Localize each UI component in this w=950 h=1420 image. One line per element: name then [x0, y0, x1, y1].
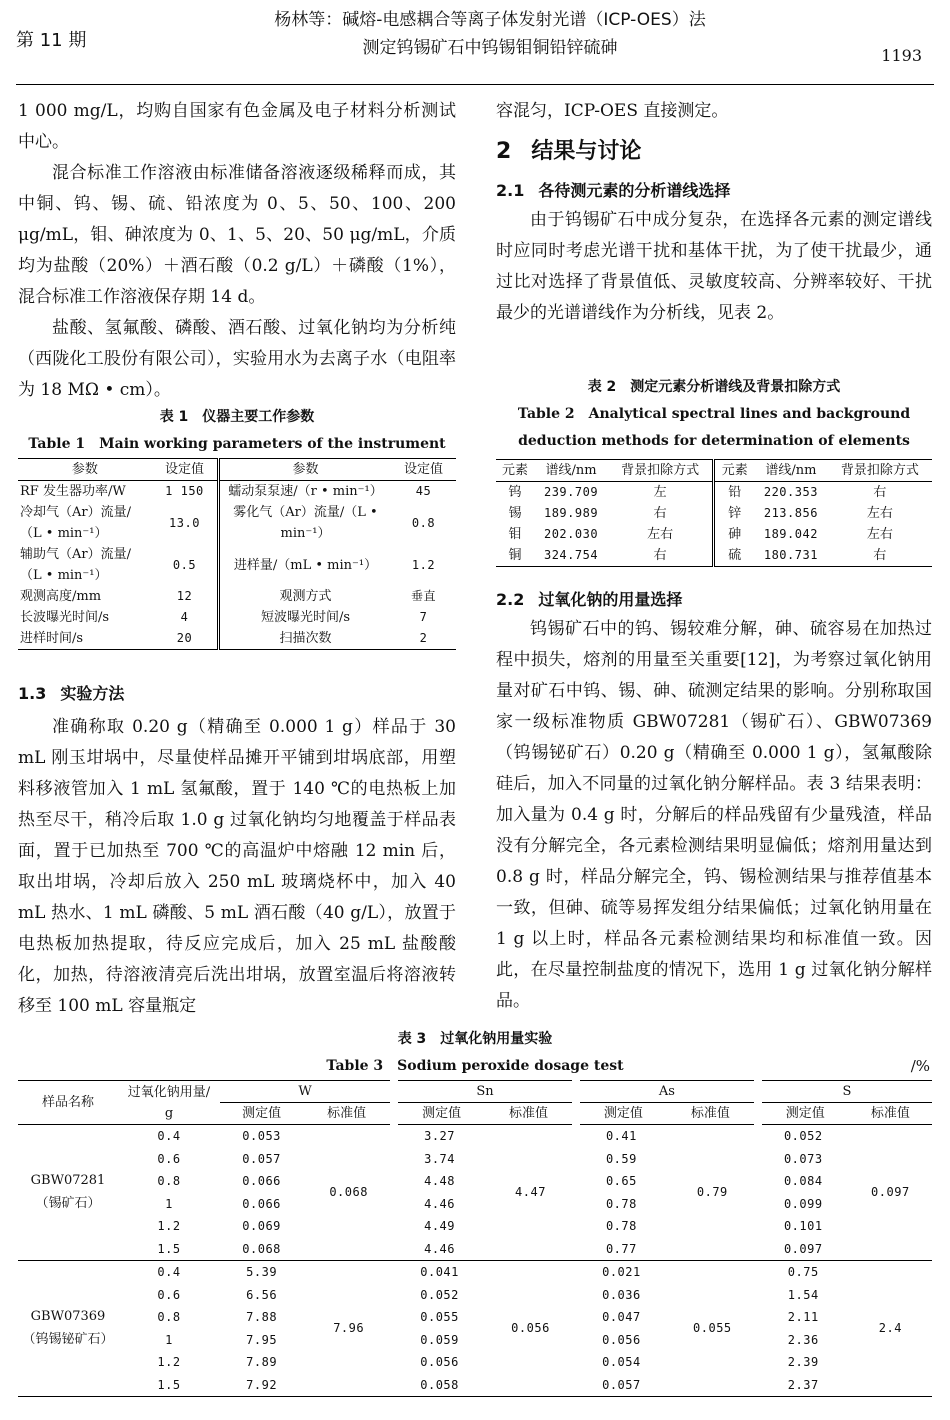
right-paragraph-2: 由于钨锡矿石中成分复杂，在选择各元素的测定谱线时应同时考虑光谱干扰和基体干扰，为了使干扰最少，通过比对选择了背景值低、灵敏度较高、分辨率较好、干扰最少的光谱谱线作为分析线，见表 2。 [496, 210, 932, 323]
table2-row [496, 503, 932, 524]
table2-caption-en-2: deduction methods for determination of elements [518, 433, 910, 449]
table1-cell: 长波曝光时间/s [20, 610, 110, 625]
left-paragraph-1: 1 000 mg/L，均购自国家有色金属及电子材料分析测试中心。 [18, 101, 456, 152]
right-column [496, 96, 932, 329]
table2-cell: 锡 [508, 506, 522, 521]
table3-measured-cell: 3.27 [424, 1129, 456, 1143]
table2-cell: 202.030 [543, 527, 599, 541]
table3-measured-cell: 0.052 [420, 1287, 459, 1302]
header-rule [16, 84, 934, 85]
table1-cell: 扫描次数 [279, 631, 332, 646]
table3-measured-cell: 3.74 [424, 1151, 456, 1166]
table3-unit: /% [910, 1057, 930, 1075]
table3-measured-cell: 0.78 [605, 1196, 637, 1211]
table2-cell: 钨 [508, 485, 522, 500]
table3-header-element: S [758, 1081, 932, 1103]
table1-cell: 冷却气（Ar）流量/（L • min⁻¹） [20, 505, 131, 541]
table3-caption-en: Table 3 Sodium peroxide dosage test [326, 1058, 624, 1074]
table3-measured-cell: 0.053 [242, 1129, 281, 1143]
table3-measured-cell: 0.101 [783, 1219, 823, 1233]
table3-measured-cell: 0.058 [420, 1377, 459, 1392]
table3-measured-cell: 6.56 [246, 1287, 278, 1302]
table3-row [18, 1284, 932, 1307]
table3-row [18, 1374, 932, 1397]
table3-standard-cell: 0.055 [667, 1261, 758, 1397]
table2-cell: 189.989 [543, 506, 599, 520]
section-title: 实验方法 [60, 684, 125, 703]
table3-header-dose [118, 1081, 220, 1125]
table3-measured-cell: 0.052 [783, 1129, 823, 1143]
table3-header-measured: 测定值 [576, 1103, 667, 1125]
table3 [18, 1080, 932, 1397]
table1-cell: 进样量/（mL • min⁻¹） [233, 557, 378, 573]
table3-sample-name [18, 1125, 118, 1261]
right-column-lower [496, 586, 932, 1017]
table3-header-standard: 标准值 [667, 1103, 758, 1125]
table2-cell: 锌 [728, 506, 742, 521]
table3-standard-cell: 0.056 [485, 1261, 576, 1397]
table2-cell: 213.856 [763, 506, 818, 520]
table3-row [18, 1193, 932, 1216]
table1-cell: 20 [152, 628, 219, 650]
table1-caption-en: Table 1 Main working parameters of the instrument [28, 436, 446, 452]
table1-cell: 短波曝光时间/s [260, 610, 351, 625]
section-2-1-heading [496, 177, 932, 205]
table2 [496, 459, 932, 567]
table3-measured-cell: 0.099 [783, 1196, 823, 1211]
table1-cell: 1.2 [411, 557, 436, 572]
table3-measured-cell: 5.39 [220, 1261, 303, 1284]
table2-cell: 砷 [728, 527, 742, 542]
table2-header-cell: 谱线/nm [534, 460, 608, 482]
table2-cell: 左右 [866, 506, 893, 521]
left-paragraph-4: 准确称取 0.20 g（精确至 0.000 1 g）样品于 30 mL 刚玉坩埚中，尽量使样品摊开平铺到坩埚底部，用塑料移液管加入 1 mL 氢氟酸，置于 140 ℃的电热板上加热至尽干，稍冷后取 1.0 g 过氧化钠均匀地覆盖于样品表面，置于已加热至 700 ℃的高温炉中熔融 12 min 后，取出坩埚，冷却后放入 250 mL 玻璃烧杯中，加入 40 mL 热水、1 mL 磷酸、5 mL 酒石酸（40 g/L），放置于电热板加热提取，待反应完成后，加入 25 mL 盐酸酸化，加热，待溶液清亮后洗出坩埚，放置室温后将溶液转移至 100 mL 容量瓶定 [18, 717, 456, 1016]
table3-measured-cell: 4.49 [424, 1219, 456, 1233]
table1-cell: 观测方式 [279, 589, 332, 604]
left-column [18, 96, 456, 406]
table2-cell: 189.042 [763, 527, 818, 541]
section-title: 各待测元素的分析谱线选择 [538, 181, 731, 200]
table1-cell: 2 [419, 631, 428, 645]
table3-measured-cell: 7.92 [246, 1377, 278, 1392]
table1-cell: 进样时间/s [20, 631, 84, 646]
running-title-line2: 测定钨锡矿石中钨锡钼铜铅锌硫砷 [362, 38, 618, 58]
table1-cell: 12 [152, 586, 219, 607]
table3-measured-cell: 0.41 [605, 1129, 637, 1143]
table1 [18, 458, 456, 650]
table2-header-cell: 背景扣除方式 [828, 460, 932, 482]
table3-header-row-1 [18, 1081, 932, 1103]
table3-measured-cell: 0.056 [602, 1332, 641, 1347]
table3-row [18, 1238, 932, 1261]
page-number: 1193 [881, 46, 922, 65]
table2-cell: 右 [608, 545, 714, 567]
table3-row [18, 1351, 932, 1374]
table1-row [18, 544, 456, 586]
table3-row [18, 1215, 932, 1238]
table2-header-cell: 背景扣除方式 [608, 460, 714, 482]
table1-header-cell: 参数 [18, 459, 152, 481]
table3-standard-cell: 0.068 [329, 1185, 368, 1200]
table1-cell: 0.8 [411, 515, 436, 530]
table2-cell: 239.709 [543, 485, 599, 499]
table1-cell: 13.0 [152, 502, 219, 544]
table3-header-measured: 测定值 [758, 1103, 849, 1125]
running-title [210, 6, 770, 62]
table3-header-element: As [576, 1081, 758, 1103]
table1-cell: 7 [419, 610, 428, 624]
left-column-lower [18, 680, 456, 1022]
table3-dose-cell: 0.6 [157, 1151, 181, 1166]
table3-measured-cell: 4.46 [424, 1196, 456, 1211]
table2-cell: 钼 [508, 527, 522, 542]
table1-header-cell: 设定值 [152, 459, 219, 481]
table1-cell: 1 150 [152, 481, 219, 503]
table3-standard-cell: 4.47 [515, 1185, 546, 1200]
table2-cell: 左 [608, 482, 714, 504]
table3-row [18, 1125, 932, 1148]
table3-measured-cell: 4.48 [424, 1174, 456, 1188]
table3-dose-cell: 1.2 [157, 1219, 181, 1233]
table2-cell: 324.754 [543, 548, 599, 562]
table3-measured-cell: 7.89 [246, 1355, 278, 1369]
right-paragraph-3: 钨锡矿石中的钨、锡较难分解，砷、硫容易在加热过程中损失，熔剂的用量至关重要[12]，为考察过氧化钠用量对矿石中钨、锡、砷、硫测定结果的影响。分别称取国家一级标准物质 GBW07281（锡矿石）、GBW07369（钨锡铋矿石）0.20 g（精确至 0.000 1 g），氢氟酸除硅后，加入不同量的过氧化钠分解样品。表 3 结果表明：加入量为 0.4 g 时，分解后的样品残留有少量残渣，样品没有分解完全，各元素检测结果明显偏低；熔剂用量达到 0.8 g 时，样品分解完全，钨、锡检测结果与推荐值基本一致，但砷、硫等易挥发组分结果偏低；过氧化钠用量在 1 g 以上时，样品各元素检测结果均和标准值一致。因此，在尽量控制盐度的情况下，选用 1 g 过氧化钠分解样品。 [496, 619, 932, 1011]
table3-measured-cell: 0.041 [394, 1261, 485, 1284]
section-1-3-heading [18, 680, 456, 708]
table2-cell: 右 [608, 503, 714, 524]
table2-cell: 左右 [608, 524, 714, 545]
table3-standard-cell: 2.4 [849, 1261, 932, 1397]
table3-caption-en-row [18, 1053, 932, 1080]
table3-measured-cell: 0.021 [576, 1261, 667, 1284]
table3-measured-cell: 7.88 [246, 1310, 278, 1324]
table2-cell: 硫 [728, 548, 742, 563]
table1-cell: 0.5 [152, 544, 219, 586]
table3-measured-cell: 0.084 [783, 1174, 823, 1188]
table1-row [18, 607, 456, 628]
table3-measured-cell: 0.097 [783, 1241, 823, 1256]
table3-measured-cell: 0.073 [783, 1151, 823, 1166]
table3-measured-cell: 2.36 [787, 1332, 819, 1347]
table3-header-dose-line2: g [164, 1105, 174, 1121]
table3-measured-cell: 0.75 [758, 1261, 849, 1284]
section-number: 2 [496, 139, 512, 164]
table1-cell: 垂直 [410, 589, 436, 603]
section-number: 1.3 [18, 684, 47, 703]
table3-measured-cell: 0.047 [602, 1310, 641, 1324]
table1-header-cell: 参数 [219, 459, 391, 481]
table1-block [18, 404, 456, 650]
table2-row [496, 545, 932, 567]
table3-measured-cell: 0.036 [602, 1287, 641, 1302]
table3-sample-code: GBW07281 [30, 1173, 106, 1188]
table3-measured-cell: 4.46 [424, 1241, 456, 1256]
table3-sample-desc: （锡矿石） [35, 1195, 101, 1211]
table3-measured-cell: 0.069 [242, 1219, 281, 1233]
left-paragraph-2: 混合标准工作溶液由标准储备溶液逐级稀释而成，其中铜、钨、锡、硫、铅浓度为 0、5、50、100、200 μg/mL，钼、砷浓度为 0、1、5、20、50 μg/mL，介质均为盐酸（20%）＋酒石酸（0.2 g/L）＋磷酸（1%），混合标准工作溶液保存期 14 d。 [18, 163, 456, 307]
table2-header-row [496, 460, 932, 482]
table3-header-measured: 测定值 [220, 1103, 303, 1125]
table3-measured-cell: 2.11 [787, 1310, 819, 1324]
table1-cell: 辅助气（Ar）流量/（L • min⁻¹） [20, 547, 131, 583]
table3-measured-cell: 0.65 [605, 1174, 637, 1188]
table3-row [18, 1329, 932, 1352]
table3-row [18, 1261, 932, 1284]
table1-row [18, 586, 456, 607]
table3-header-dose-line1: 过氧化钠用量/ [127, 1084, 211, 1100]
table3-measured-cell: 2.37 [787, 1377, 819, 1392]
section-number: 2.1 [496, 181, 525, 200]
table1-row [18, 502, 456, 544]
table3-measured-cell: 7.95 [246, 1332, 278, 1347]
table3-measured-cell: 1.54 [787, 1287, 819, 1302]
table2-caption-en-1: Table 2 Analytical spectral lines and background [517, 406, 911, 422]
table3-header-standard: 标准值 [485, 1103, 576, 1125]
table3-measured-cell: 0.057 [602, 1377, 641, 1392]
running-title-line1: 杨林等：碱熔-电感耦合等离子体发射光谱（ICP-OES）法 [274, 10, 706, 30]
table2-header-cell: 谱线/nm [754, 460, 828, 482]
section-title: 结果与讨论 [531, 139, 642, 164]
table3-measured-cell: 0.78 [605, 1219, 637, 1233]
table1-cell: RF 发生器功率/W [20, 484, 126, 499]
table3-header-standard: 标准值 [849, 1103, 932, 1125]
table1-caption-cn: 表 1 仪器主要工作参数 [159, 409, 315, 425]
table3-block [18, 1026, 932, 1397]
section-2-heading [496, 135, 932, 169]
table1-cell: 蠕动泵泵速/（r • min⁻¹） [228, 484, 383, 499]
table3-standard-cell: 0.79 [696, 1185, 728, 1200]
table3-header-element: W [220, 1081, 394, 1103]
table3-measured-cell: 2.39 [787, 1355, 819, 1369]
table1-cell: 雾化气（Ar）流量/（L • min⁻¹） [233, 505, 378, 541]
table1-row [18, 628, 456, 650]
left-paragraph-3: 盐酸、氢氟酸、磷酸、酒石酸、过氧化钠均为分析纯（西陇化工股份有限公司），实验用水为去离子水（电阻率为 18 MΩ • cm）。 [18, 318, 456, 400]
table1-row [18, 481, 456, 503]
table2-row [496, 524, 932, 545]
table3-dose-cell: 0.8 [157, 1174, 181, 1188]
table3-measured-cell: 0.77 [605, 1241, 637, 1256]
table3-measured-cell: 0.055 [420, 1310, 459, 1324]
table3-measured-cell: 0.054 [602, 1355, 641, 1369]
table3-dose-cell: 1.5 [157, 1241, 181, 1256]
table3-header-measured: 测定值 [394, 1103, 485, 1125]
table1-header-cell: 设定值 [391, 459, 456, 481]
table3-measured-cell: 0.066 [242, 1174, 281, 1188]
table2-header-cell: 元素 [714, 460, 754, 482]
section-title: 过氧化钠的用量选择 [538, 590, 683, 609]
table2-cell: 右 [873, 548, 887, 563]
table3-measured-cell: 0.59 [605, 1151, 637, 1166]
table1-cell: 观测高度/mm [20, 589, 102, 604]
table3-dose-cell: 0.4 [118, 1261, 220, 1284]
table2-row [496, 482, 932, 504]
table2-cell: 左右 [866, 527, 893, 542]
table3-dose-cell: 1.5 [157, 1377, 181, 1392]
table3-sample-code: GBW07369 [30, 1309, 106, 1324]
table2-cell: 铅 [728, 485, 742, 500]
table3-sample-name [18, 1261, 118, 1397]
table1-cell: 45 [415, 484, 432, 498]
table2-block [496, 374, 932, 567]
table3-dose-cell: 0.4 [157, 1129, 181, 1143]
table2-header-cell: 元素 [496, 460, 534, 482]
table3-standard-cell: 7.96 [303, 1261, 394, 1397]
table2-cell: 220.353 [763, 485, 818, 499]
table3-dose-cell: 1 [165, 1196, 173, 1211]
table3-row [18, 1170, 932, 1193]
table3-measured-cell: 0.057 [242, 1151, 281, 1166]
table3-row [18, 1306, 932, 1329]
table3-measured-cell: 0.059 [420, 1332, 459, 1347]
section-number: 2.2 [496, 590, 525, 609]
table3-dose-cell: 0.8 [157, 1310, 181, 1324]
table3-measured-cell: 0.066 [242, 1196, 281, 1211]
table3-standard-cell: 0.097 [871, 1185, 910, 1200]
table3-dose-cell: 1.2 [157, 1355, 181, 1369]
table3-measured-cell: 0.056 [420, 1355, 459, 1369]
table3-header-standard: 标准值 [303, 1103, 394, 1125]
table3-measured-cell: 0.068 [242, 1241, 281, 1256]
table1-header-row [18, 459, 456, 481]
section-2-2-heading [496, 586, 932, 614]
table3-row [18, 1148, 932, 1171]
journal-issue: 第 11 期 [16, 30, 87, 51]
table2-caption-cn: 表 2 测定元素分析谱线及背景扣除方式 [587, 379, 841, 395]
right-paragraph-1: 容混匀，ICP-OES 直接测定。 [496, 101, 729, 121]
table3-sample-desc: （钨锡铋矿石） [22, 1331, 114, 1347]
table3-dose-cell: 1 [165, 1332, 173, 1347]
table3-header-element: Sn [394, 1081, 576, 1103]
table2-cell: 180.731 [763, 548, 818, 562]
table3-caption-cn: 表 3 过氧化钠用量实验 [397, 1031, 553, 1047]
table2-cell: 铜 [508, 548, 522, 563]
table3-header-sample: 样品名称 [18, 1081, 118, 1125]
table2-cell: 右 [873, 485, 887, 500]
table3-dose-cell: 0.6 [157, 1287, 181, 1302]
table1-cell: 4 [152, 607, 219, 628]
